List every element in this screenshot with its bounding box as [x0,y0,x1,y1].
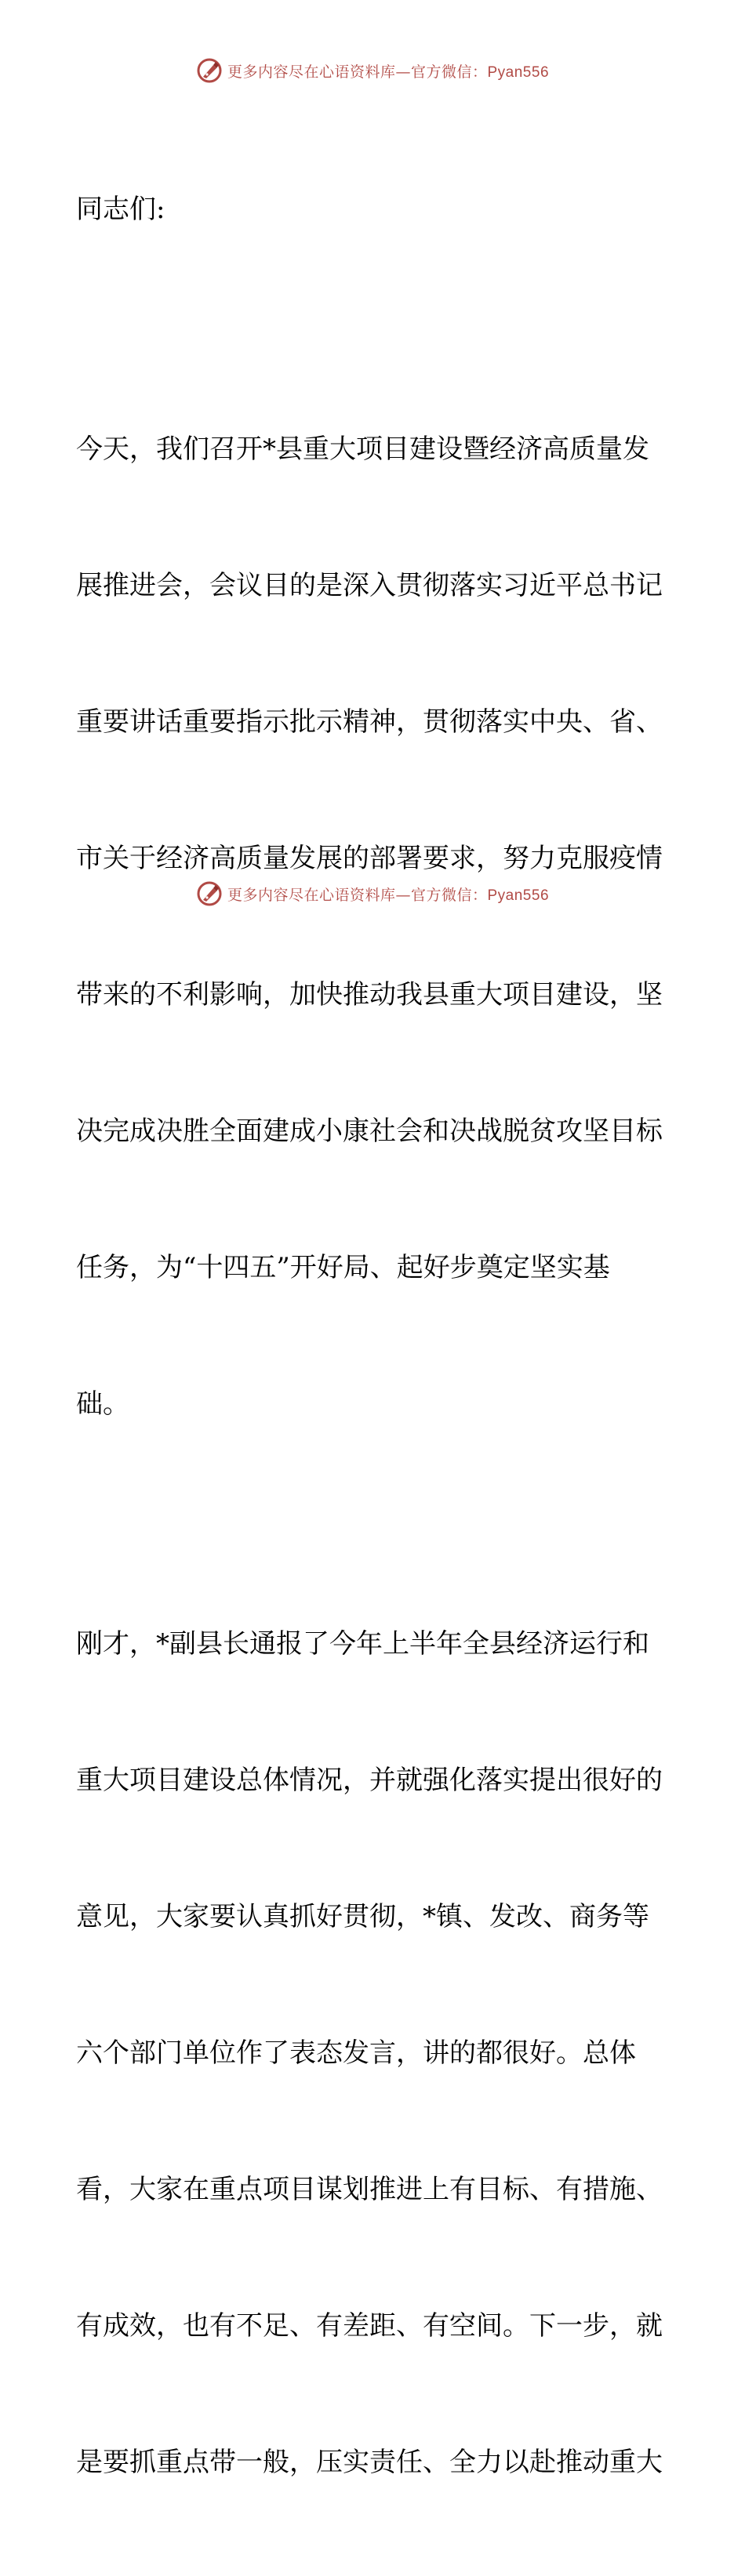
banner-text [227,883,549,905]
text-line: 意见，大家要认真抓好贯彻，*镇、发改、商务等 [76,1901,649,1932]
text-line: 六个部门单位作了表态发言，讲的都很好。总体 [76,2037,636,2069]
text-line: 重要讲话重要指示批示精神，贯彻落实中央、省、 [76,706,663,738]
text-line: 决完成决胜全面建成小康社会和决战脱贫攻坚目标 [76,1116,663,1147]
text-line: 刚才，*副县长通报了今年上半年全县经济运行和 [76,1628,649,1660]
text-line: 带来的不利影响，加快推动我县重大项目建设，坚 [76,979,663,1010]
pen-nib-logo-icon [196,57,223,84]
text-line: 展推进会，会议目的是深入贯彻落实习近平总书记 [76,570,663,601]
text-line: 任务，为“十四五”开好局、起好步奠定坚实基 [76,1252,610,1283]
wechat-id: Pyan556 [487,63,550,81]
text-line: 看，大家在重点项目谋划推进上有目标、有措施、 [76,2174,663,2205]
footer-watermark-banner [0,880,745,908]
paragraph-1 [76,336,672,1518]
wechat-id: Pyan556 [487,887,550,904]
text-line: 今天，我们召开*县重大项目建设暨经济高质量发 [76,434,649,465]
pen-nib-logo-icon [196,880,223,907]
text-line: 重大项目建设总体情况，并就强化落实提出很好的 [76,1765,663,1796]
banner-text [227,60,549,82]
text-line: 础。 [76,1388,129,1420]
greeting-line: 同志们: [76,194,165,225]
banner-label: 更多内容尽在心语资料库—官方微信： [227,63,488,81]
document-body [76,96,672,2576]
text-line: 市关于经济高质量发展的部署要求，努力克服疫情 [76,843,663,874]
header-watermark-banner [0,56,745,85]
paragraph-2 [76,1530,672,2576]
banner-label: 更多内容尽在心语资料库—官方微信： [227,886,488,904]
greeting [76,96,672,323]
text-line: 有成效，也有不足、有差距、有空间。下一步，就 [76,2310,663,2342]
text-line: 是要抓重点带一般，压实责任、全力以赴推动重大 [76,2447,663,2478]
